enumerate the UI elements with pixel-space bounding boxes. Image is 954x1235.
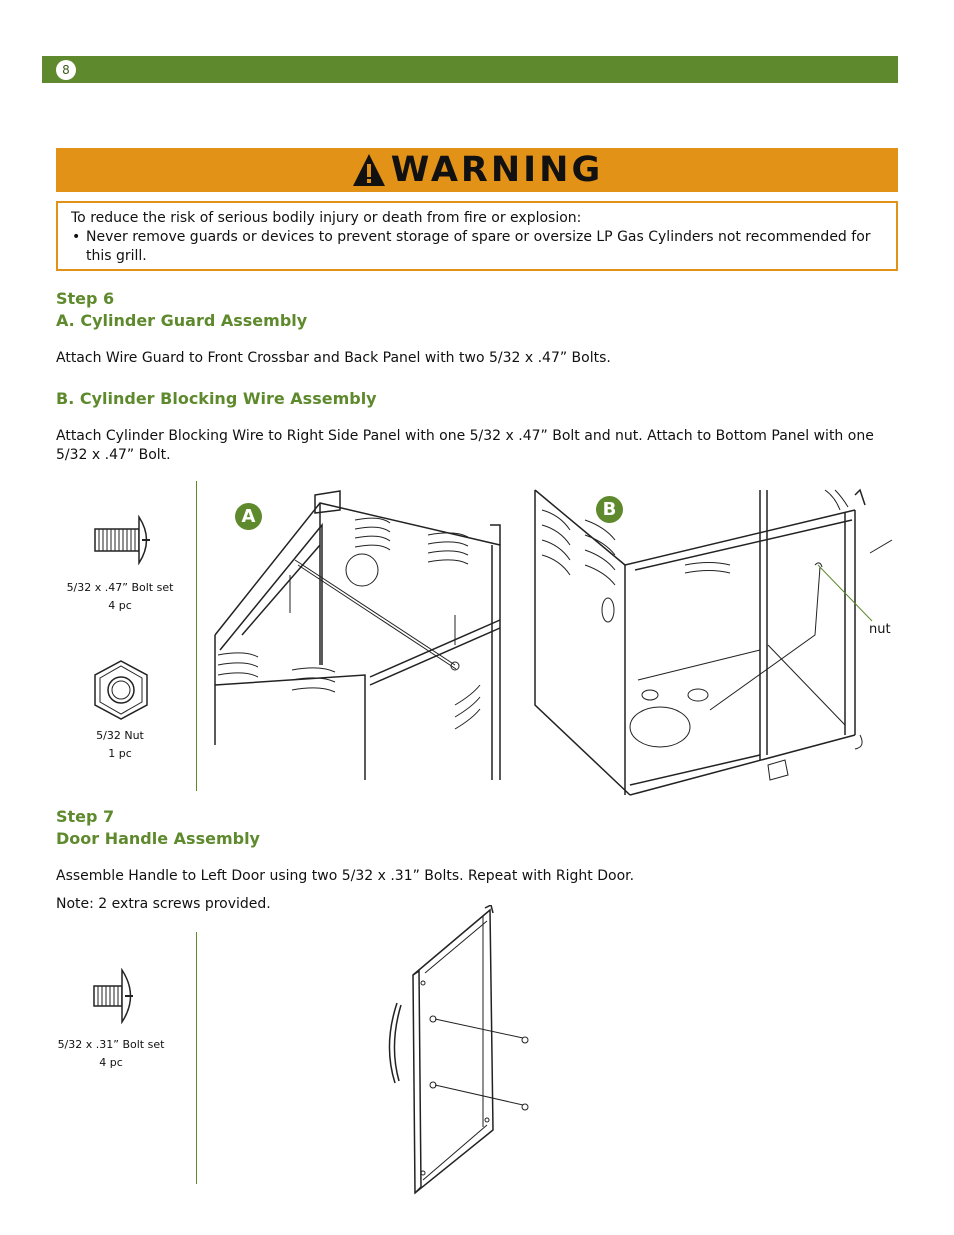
warning-title: WARNING xyxy=(390,150,604,190)
part-qty: 4 pc xyxy=(108,599,132,612)
warning-intro: To reduce the risk of serious bodily injury or death from fire or explosion: xyxy=(71,210,582,226)
nut-callout-label: nut xyxy=(869,622,891,637)
step6-b-heading: B. Cylinder Blocking Wire Assembly xyxy=(56,389,377,408)
header-bar xyxy=(42,56,898,83)
bullet-marker: • xyxy=(72,229,81,245)
figure-b-badge: B xyxy=(596,496,623,523)
blocking-wire-diagram xyxy=(530,485,900,800)
part-qty: 1 pc xyxy=(108,747,132,760)
part-name: 5/32 x .31” Bolt set xyxy=(57,1038,165,1051)
parts-divider xyxy=(196,932,197,1184)
part-qty: 4 pc xyxy=(99,1056,123,1069)
bolt-icon xyxy=(92,515,154,565)
part-name: 5/32 x .47” Bolt set xyxy=(66,581,174,594)
part-caption xyxy=(50,727,190,763)
step6-a-heading: A. Cylinder Guard Assembly xyxy=(56,311,308,330)
step7-heading: Door Handle Assembly xyxy=(56,829,260,848)
part-caption xyxy=(40,1036,182,1072)
door-handle-diagram xyxy=(375,905,545,1197)
part-name: 5/32 Nut xyxy=(96,729,144,742)
page-number: 8 xyxy=(56,60,76,80)
cylinder-guard-diagram xyxy=(210,485,510,785)
warning-banner xyxy=(56,148,898,192)
step7-title: Step 7 xyxy=(56,807,115,826)
hex-nut-icon xyxy=(92,659,150,721)
warning-box xyxy=(56,201,898,271)
step6-b-text: Attach Cylinder Blocking Wire to Right Side Panel with one 5/32 x .47” Bolt and nut. Attach to Bottom Panel with one 5/32 x .47” Bolt. xyxy=(56,428,874,463)
warning-triangle-icon xyxy=(351,152,387,188)
figure-a-badge: A xyxy=(235,503,262,530)
part-caption xyxy=(50,579,190,615)
parts-divider xyxy=(196,481,197,791)
step7-text: Assemble Handle to Left Door using two 5/32 x .31” Bolts. Repeat with Right Door. xyxy=(56,868,635,884)
step6-a-text: Attach Wire Guard to Front Crossbar and Back Panel with two 5/32 x .47” Bolts. xyxy=(56,350,611,366)
bolt-icon xyxy=(92,968,140,1024)
warning-bullet-text: Never remove guards or devices to prevent storage of spare or oversize LP Gas Cylinders not recommended for this grill. xyxy=(86,229,871,264)
step6-title: Step 6 xyxy=(56,289,115,308)
step7-note: Note: 2 extra screws provided. xyxy=(56,896,271,912)
